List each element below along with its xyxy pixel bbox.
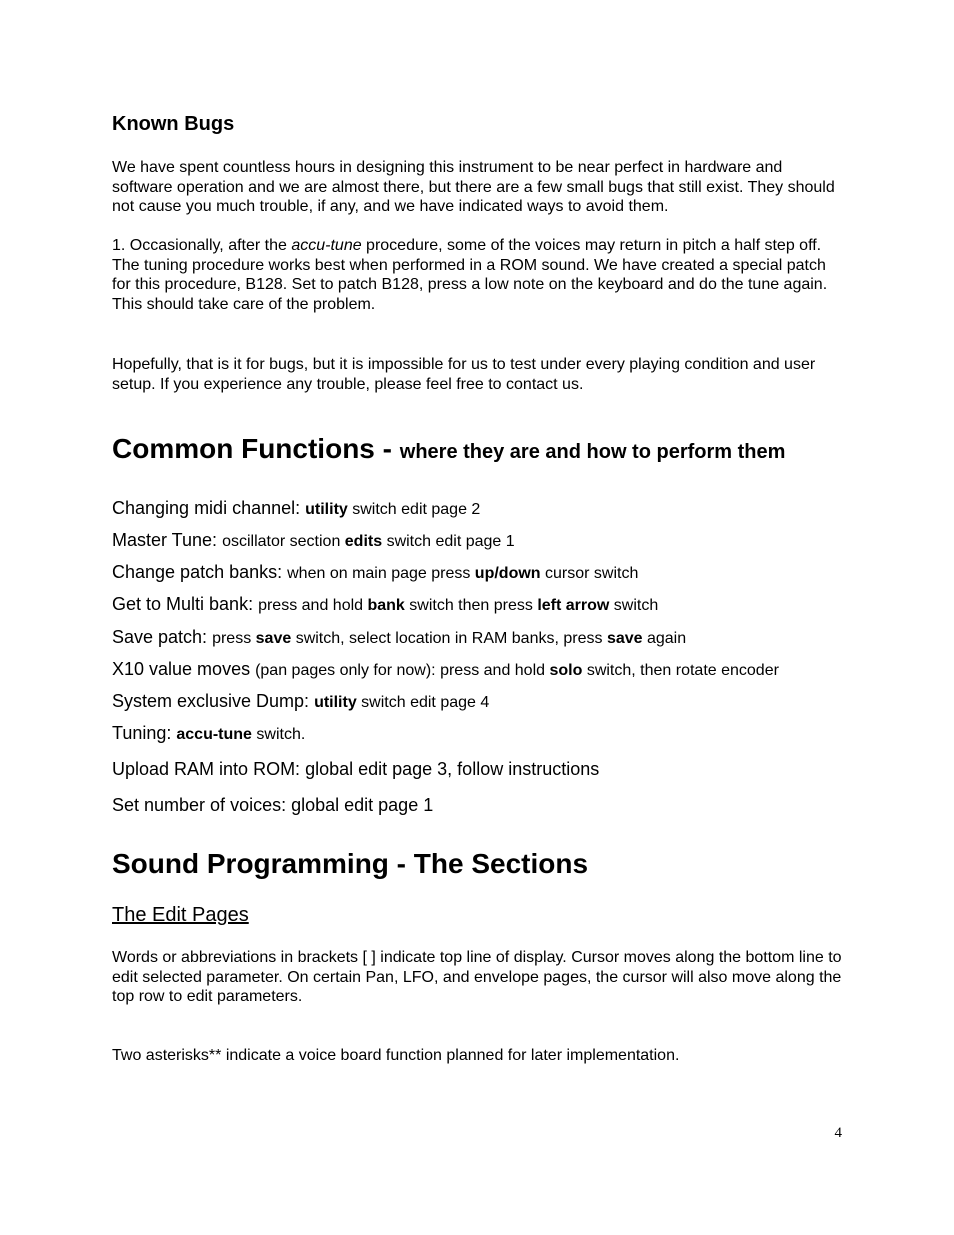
known-bugs-item-1: 1. Occasionally, after the accu-tune procedure, some of the voices may return in pitch a half step off. The tuning procedure works best when performed in a ROM sound. We have created a special patch for this procedure, B128. Set to patch B128, press a low note on the keyboard and do the tune again. This should take care of the problem. xyxy=(112,237,828,313)
function-item-sysex-dump: System exclusive Dump: utility switch edit page 4 xyxy=(112,691,490,711)
function-item-upload-ram: Upload RAM into ROM: global edit page 3, follow instructions xyxy=(112,759,600,779)
function-item-tuning: Tuning: accu-tune switch. xyxy=(112,723,306,743)
common-functions-heading: Common Functions - where they are and how to perform them xyxy=(112,433,786,464)
asterisk-note: Two asterisks** indicate a voice board function planned for later implementation. xyxy=(112,1047,680,1064)
known-bugs-heading: Known Bugs xyxy=(112,113,235,135)
function-item-voices: Set number of voices: global edit page 1 xyxy=(112,795,434,815)
known-bugs-closing: Hopefully, that is it for bugs, but it is impossible for us to test under every playing condition and user setup. If you experience any trouble, please feel free to contact us. xyxy=(112,356,816,393)
function-item-save-patch: Save patch: press save switch, select location in RAM banks, press save again xyxy=(112,627,687,647)
edit-pages-description: Words or abbreviations in brackets [ ] indicate top line of display. Cursor moves along the bottom line to edit selected parameter. On certain Pan, LFO, and envelope pages, the cursor will also move along the top row to edit parameters. xyxy=(112,949,842,1005)
edit-pages-heading: The Edit Pages xyxy=(112,904,249,926)
function-item-patch-banks: Change patch banks: when on main page press up/down cursor switch xyxy=(112,562,639,582)
accu-tune-term: accu-tune xyxy=(291,237,362,254)
page-number: 4 xyxy=(834,1125,842,1141)
sound-programming-heading: Sound Programming - The Sections xyxy=(112,848,589,879)
function-item-midi-channel: Changing midi channel: utility switch edit page 2 xyxy=(112,498,481,518)
common-functions-subheading: where they are and how to perform them xyxy=(399,441,786,463)
function-item-master-tune: Master Tune: oscillator section edits switch edit page 1 xyxy=(112,530,515,550)
function-item-multi-bank: Get to Multi bank: press and hold bank switch then press left arrow switch xyxy=(112,594,659,614)
function-item-x10-moves: X10 value moves (pan pages only for now): press and hold solo switch, then rotate encoder xyxy=(112,659,779,679)
known-bugs-intro: We have spent countless hours in designing this instrument to be near perfect in hardware and software operation and we are almost there, but there are a few small bugs that still exist. They should not cause you much trouble, if any, and we have indicated ways to avoid them. xyxy=(112,159,835,215)
